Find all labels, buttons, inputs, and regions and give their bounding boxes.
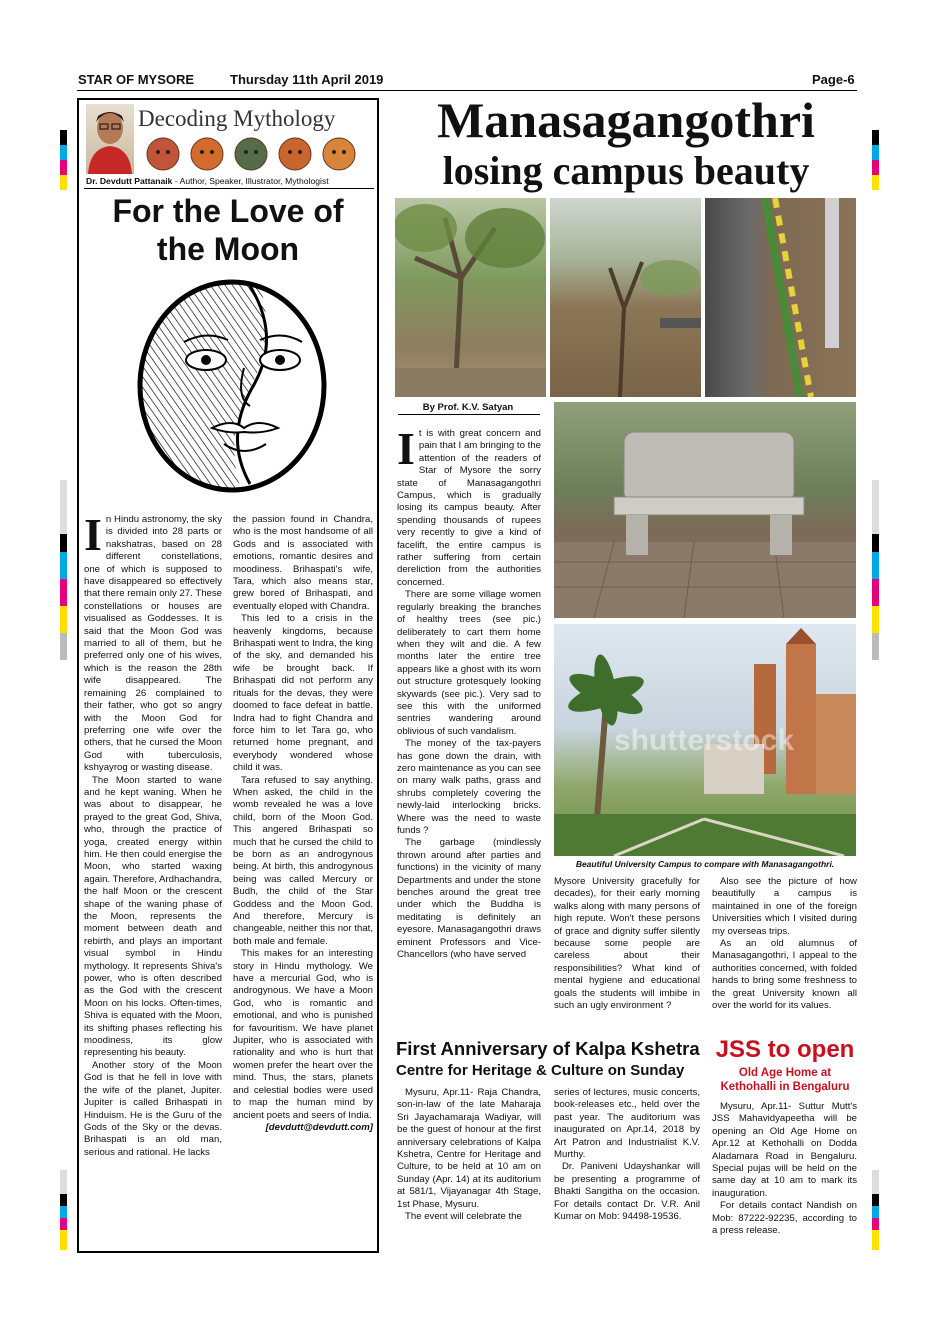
column-headline-line1: For the Love of (112, 193, 344, 229)
stock-watermark: shutterstock (614, 724, 795, 757)
story-paragraph: Mysore University gracefully for decades), for their early morning walks along with many persons of high repute. Won't these persons of grace and dignity suffer silently because some people are careless about their responsibilities? What kind of mental hygiene and educational goals the students will imbibe in such an ugly environment ? (554, 876, 700, 1012)
story-paragraph: The garbage (mindlessly thrown around after parties and functions) in the vicinity of many Departments and under the stone benches around the great tree under which the Buddha is meditating is definitely an eyesore. Manasagangothri draws eminent Professors and Vice-Chancellors (who have served (397, 837, 541, 961)
column-headline (80, 192, 376, 268)
registration-bar-right-top (872, 130, 879, 190)
main-story-col1 (397, 423, 541, 961)
column-text-col2 (233, 514, 373, 1134)
column-paragraph: The Moon started to wane and he kept waning. When he was about to disappear, he prayed to the great God, Shiva, who, through the practice of yoga, created energy within him. He then could energise the Moon, who started waxing again. Therefore, Ardhachandra, the half Moon or the crescent shape of the waning phase of the Moon, represents the moment between death and rebirth, and plays an important visual symbol in Hindu mythology. It represents Shiva's power, who is often described as the God with the crescent Moon on his locks. Often-times, Shiva is equated with the Moon, its shifting phases reflecting his moodiness, its glow representing his beauty. (84, 774, 222, 1059)
byline-rule (398, 414, 540, 415)
column-headline-line2: the Moon (156, 231, 300, 267)
story-paragraph: There are some village women regularly breaking the branches of healthy trees (see pic.) deliberately to cart them home when they wilt and die. A few months later the entire tree appears like a ghost with its worn out structure grotesquely looking skywards (see pic.). Very sad to see this with the uniformed sentries wandering around oblivious of such vandalism. (397, 589, 541, 737)
main-story-col3 (712, 876, 857, 1012)
issue-date: Thursday 11th April 2019 (230, 72, 384, 87)
jss-body (712, 1101, 857, 1237)
registration-bar-left-bot (60, 1170, 67, 1250)
jss-subhead-line2: Kethohalli in Bengaluru (720, 1081, 850, 1093)
registration-bar-left-mid (60, 480, 67, 660)
column-paragraph: In Hindu astronomy, the sky is divided into 28 parts or nakshatras, based on 28 different constellations, one of which is supposed to have disappeared so effectively that there remain only 27. These constellations or houses are visualised as Goddesses. It is said that the Moon God was married to all of them, but he preferred only one of his wives, which is the reason the 28th wife disappeared. The remaining 26 complained to their father, who got so angry with the Moon God for preferring one wife over the others, that he cursed the Moon God with tuberculosis, kshyayrog or wasting disease. (84, 509, 222, 774)
column-text-col1 (84, 509, 222, 1159)
main-headline (386, 92, 866, 194)
photo-dry-grass (550, 198, 701, 397)
author-name: Dr. Devdutt Pattanaik (86, 176, 173, 186)
byline: By Prof. K.V. Satyan (422, 402, 514, 413)
page-number: Page-6 (812, 72, 855, 87)
story-paragraph: It is with great concern and pain that I am bringing to the attention of the readers of Star of Mysore the sorry state of Manasagangothri Campus, which is gradually losing its campus beauty. After spending thousands of rupees very recently to give a kind of facelift, the entire campus is rather suffering from certain dereliction from the authorities concerned. (397, 423, 541, 588)
series-title: Decoding Mythology (138, 106, 336, 131)
column-paragraph: Another story of the Moon God is that he fell in love with the wife of the planet, Jupiter. Jupiter is called Brihaspati in Hinduism. He is the Guru of the Gods of the Sky or the devas. Brihaspati is an old man, serious and rational. He lacks (84, 1059, 222, 1158)
kalpa-subhead: Centre for Heritage & Culture on Sunday (396, 1062, 685, 1079)
jss-subhead (710, 1066, 860, 1094)
kalpa-headline: First Anniversary of Kalpa Kshetra (396, 1038, 700, 1059)
story-paragraph: The money of the tax-payers has gone down the drain, with zero maintenance as you can see on many walk paths, grass and shrubs completely covering the newly-laid interlocking bricks. Where was the need to waste funds ? (397, 738, 541, 836)
main-headline-line2: losing campus beauty (442, 148, 810, 193)
masthead: STAR OF MYSORE (78, 72, 195, 87)
photo-curb-path (705, 198, 856, 397)
jss-headline: JSS to open (715, 1036, 855, 1063)
kalpa-paragraph: Dr. Paniveni Udayshankar will be presenting a programme of Bhakti Sangitha on the occasion. For details contact Dr. V.R. Anil Kumar on Mob: 94498-19536. (554, 1161, 700, 1223)
column-paragraph: Tara refused to say anything. When asked, the child in the womb revealed he was a love child, born of the Moon God. This angered Brihaspati so much that he cursed the child to be born as an androgynous being. At birth, this androgynous being was called Mercury or Budh, the child of the Star Goddess and the Moon God. And therefore, Mercury is changeable, neither this nor that, both male and female. (233, 774, 373, 947)
goddess-icons (145, 136, 370, 172)
photo-stone-bench (554, 402, 856, 618)
moon-illustration (132, 268, 332, 498)
registration-bar-right-bot (872, 1170, 879, 1250)
main-story-col2 (554, 876, 700, 1012)
author-credit (86, 176, 329, 186)
drop-cap: I (84, 509, 102, 560)
photo-broken-tree (395, 198, 546, 397)
jss-subhead-line1: Old Age Home at (738, 1067, 832, 1079)
author-rule (84, 188, 374, 189)
campus-caption: Beautiful University Campus to compare with Manasagangothri. (575, 859, 835, 869)
author-photo (86, 104, 134, 174)
column-paragraph: This makes for an interesting story in Hindu mythology. We have a mercurial God, who is androgynous. We have a Moon God, who is romantic and emotional, and who is punished for favouritism. We have planet Jupiter, who is associated with rationality and who is hurt that women prefer the heart over the mind. Thus, the stars, planets and celestial bodies were used to map the human mind by ancient poets and seers of India. (233, 948, 373, 1121)
header-rule (77, 90, 857, 91)
kalpa-paragraph: series of lectures, music concerts, book-releases etc., held over the past year. The auditorium was inaugurated on Apr.14, 2018 by Art Patron and Industrialist K.V. Murthy. (554, 1087, 700, 1161)
registration-bar-right-mid (872, 480, 879, 660)
kalpa-paragraph: The event will celebrate the (405, 1211, 522, 1223)
kalpa-col1 (397, 1087, 541, 1223)
author-description: - Author, Speaker, Illustrator, Mythologist (172, 176, 329, 186)
kalpa-paragraph: Mysuru, Apr.11- Raja Chandra, son-in-law of the late Maharaja Sri Jayachamaraja Wadiyar, will be the guest of honour at the first anniversary celebrations of Kalpa Kshetra, Centre for Heritage and Culture, to be held at 10 am on Sunday (Apr. 14) at its auditorium at 581/1, Vijayanagar 4th Stage, 1st Phase, Mysuru. (397, 1087, 541, 1210)
column-paragraph: the passion found in Chandra, who is the most handsome of all Gods and is associated with emotions, romantic desires and moodiness. Brihaspati's wife, Tara, which also means star, grew bored of Brihaspati, and eventually eloped with Chandra. (233, 514, 373, 612)
photo-foreign-campus (554, 624, 856, 856)
jss-paragraph: For details contact Nandish on Mob: 87222-92235, according to a press release. (712, 1200, 857, 1237)
column-paragraph: This led to a crisis in the heavenly kingdoms, because Brihaspati went to Indra, the king of the sky, and demanded his wife be brought back. If Brihaspati did not perform any rituals for the devas, they were doomed to face defeat in battle. Indra had to fight Chandra and force him to let Tara go, who returned home pregnant, and everybody wondered whose child it was. (233, 613, 373, 774)
main-headline-line1: Manasagangothri (437, 92, 815, 148)
story-paragraph: Also see the picture of how beautifully a campus is maintained in one of the foreign Universities which I visited during my overseas trips. (712, 876, 857, 937)
story-paragraph: As an old alumnus of Manasagangothri, I appeal to the authorities concerned, with folded hands to bring some freshness to the great University known all over the world for its values. (712, 938, 857, 1012)
registration-bar-left-top (60, 130, 67, 190)
kalpa-col2 (554, 1087, 700, 1223)
story-drop-cap: I (397, 423, 415, 474)
jss-paragraph: Mysuru, Apr.11- Suttur Mutt's JSS Mahavidyapeetha will be opening an Old Age Home on Apr.12 at Kethohalli on Dodda Aladamara Road in Bengaluru. Special pujas will be held on the same day at 10 am to mark its inauguration. (712, 1101, 857, 1199)
author-email: [devdutt@devdutt.com] (265, 1121, 373, 1133)
